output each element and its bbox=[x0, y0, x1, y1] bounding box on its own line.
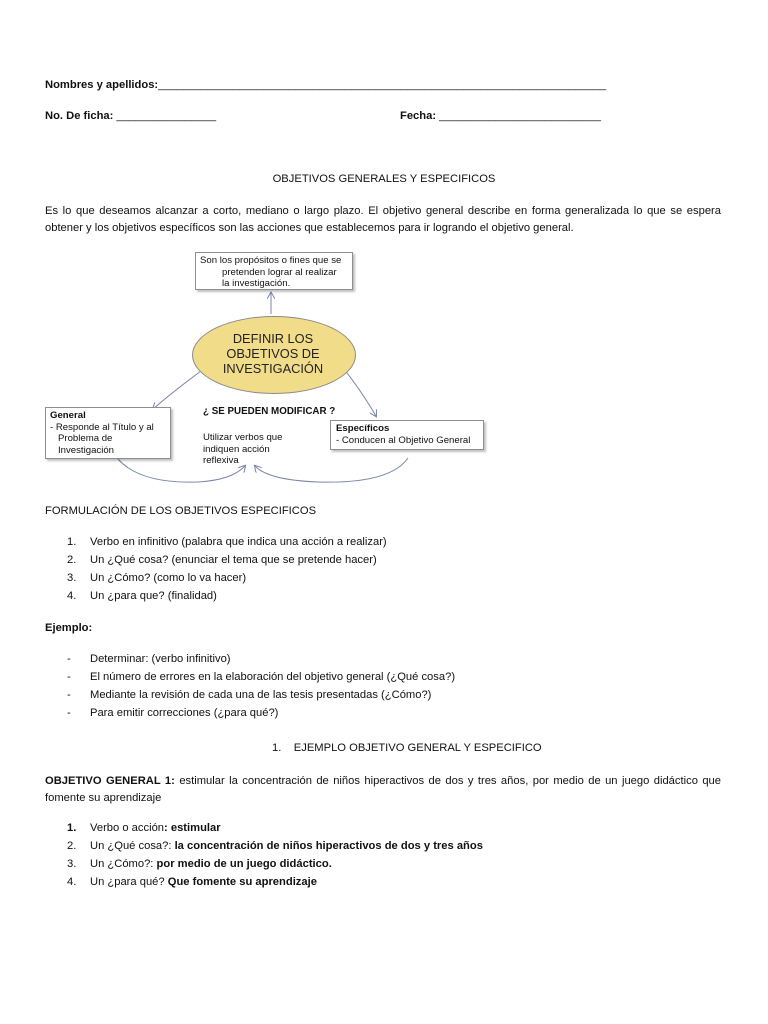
item-text: Un ¿Qué cosa? (enunciar el tema que se pretende hacer) bbox=[90, 554, 377, 566]
verbs-line-2: indiquen acción bbox=[203, 443, 270, 455]
item-number: 4. bbox=[67, 590, 77, 602]
objective-line-2: fomente su aprendizaje bbox=[45, 792, 162, 804]
item-number: 2. bbox=[67, 554, 77, 566]
verbs-line-3: reflexiva bbox=[203, 455, 239, 466]
item-text: Un ¿para qué? bbox=[90, 876, 168, 888]
center-line-2: OBJETIVOS DE bbox=[226, 346, 320, 361]
intro-line-1: Es lo que deseamos alcanzar a corto, mediano o largo plazo. El objetivo general describe en forma generalizada lo que se espera bbox=[45, 205, 721, 217]
fecha-label: Fecha: bbox=[400, 110, 437, 122]
item-text: Un ¿para que? (finalidad) bbox=[90, 590, 217, 602]
example-label: Ejemplo: bbox=[45, 622, 93, 634]
item-bold-text: : estimular bbox=[164, 822, 221, 834]
verbs-line-1: Utilizar verbos que bbox=[203, 432, 283, 443]
general-line-1: - Responde al Título y al bbox=[50, 421, 154, 433]
item-bullet: - bbox=[67, 707, 71, 719]
ficha-label: No. De ficha: bbox=[45, 110, 114, 122]
item-bold-text: por medio de un juego didáctico. bbox=[156, 858, 332, 870]
specific-line: - Conducen al Objetivo General bbox=[336, 434, 471, 446]
arrow-to-specific bbox=[344, 369, 376, 416]
fecha-line: __________________________ bbox=[439, 110, 601, 122]
specific-title: Específicos bbox=[336, 423, 390, 434]
ficha-line: ________________ bbox=[116, 110, 217, 122]
center-line-3: INVESTIGACIÓN bbox=[222, 361, 324, 376]
center-line-1: DEFINIR LOS bbox=[232, 331, 314, 346]
intro-line-2: obtener y los objetivos específicos son las acciones que establecemos para ir logrando el objetivo general. bbox=[45, 222, 574, 234]
general-box bbox=[45, 407, 171, 459]
objective-text-1: estimular la concentración de niños hiperactivos de dos y tres años, por medio de un juego didáctico que bbox=[179, 775, 722, 787]
section2-heading bbox=[272, 742, 542, 754]
item-text: Mediante la revisión de cada una de las tesis presentadas (¿Cómo?) bbox=[90, 689, 432, 701]
name-label: Nombres y apellidos: bbox=[45, 79, 159, 91]
purpose-box bbox=[195, 252, 353, 290]
general-line-3: Investigación bbox=[58, 444, 114, 456]
section2-title: EJEMPLO OBJETIVO GENERAL Y ESPECIFICO bbox=[293, 742, 542, 754]
item-number: 3. bbox=[67, 858, 77, 870]
section-title: OBJETIVOS GENERALES Y ESPECIFICOS bbox=[272, 173, 496, 185]
item-bold-text: Que fomente su aprendizaje bbox=[167, 876, 317, 888]
section2-number: 1. bbox=[272, 742, 282, 754]
item-text: Un ¿Qué cosa?: bbox=[90, 840, 175, 852]
general-line-2: Problema de bbox=[58, 433, 113, 444]
item-text: Verbo o acción bbox=[90, 822, 165, 834]
item-number: 1. bbox=[67, 536, 77, 548]
name-line: ________________________________________________________________________ bbox=[158, 79, 607, 91]
item-text: Para emitir correcciones (¿para qué?) bbox=[90, 707, 279, 719]
purpose-line-2: pretenden lograr al realizar bbox=[222, 266, 337, 278]
item-text: Determinar: (verbo infinitivo) bbox=[90, 653, 231, 665]
item-bold-text: la concentración de niños hiperactivos de dos y tres años bbox=[174, 840, 483, 852]
objective-label: OBJETIVO GENERAL 1: bbox=[45, 775, 175, 787]
objective-line-1 bbox=[45, 773, 721, 790]
verbs-note bbox=[203, 432, 282, 467]
item-number: 1. bbox=[67, 822, 77, 834]
item-bullet: - bbox=[67, 653, 71, 665]
item-number: 4. bbox=[67, 876, 77, 888]
modify-question: ¿ SE PUEDEN MODIFICAR ? bbox=[203, 406, 336, 417]
item-number: 2. bbox=[67, 840, 77, 852]
purpose-line-1: Son los propósitos o fines que se bbox=[200, 255, 342, 266]
define-objectives-label bbox=[192, 331, 354, 376]
item-text: Un ¿Cómo?: bbox=[90, 858, 157, 870]
general-title: General bbox=[50, 410, 86, 421]
specific-box bbox=[330, 420, 484, 450]
item-number: 3. bbox=[67, 572, 77, 584]
formulation-title: FORMULACIÓN DE LOS OBJETIVOS ESPECIFICOS bbox=[45, 505, 317, 517]
purpose-line-3: la investigación. bbox=[222, 278, 291, 289]
item-text: El número de errores en la elaboración del objetivo general (¿Qué cosa?) bbox=[90, 671, 456, 683]
item-text: Verbo en infinitivo (palabra que indica una acción a realizar) bbox=[90, 536, 387, 548]
item-bullet: - bbox=[67, 671, 71, 683]
item-text: Un ¿Cómo? (como lo va hacer) bbox=[90, 572, 247, 584]
item-bullet: - bbox=[67, 689, 71, 701]
